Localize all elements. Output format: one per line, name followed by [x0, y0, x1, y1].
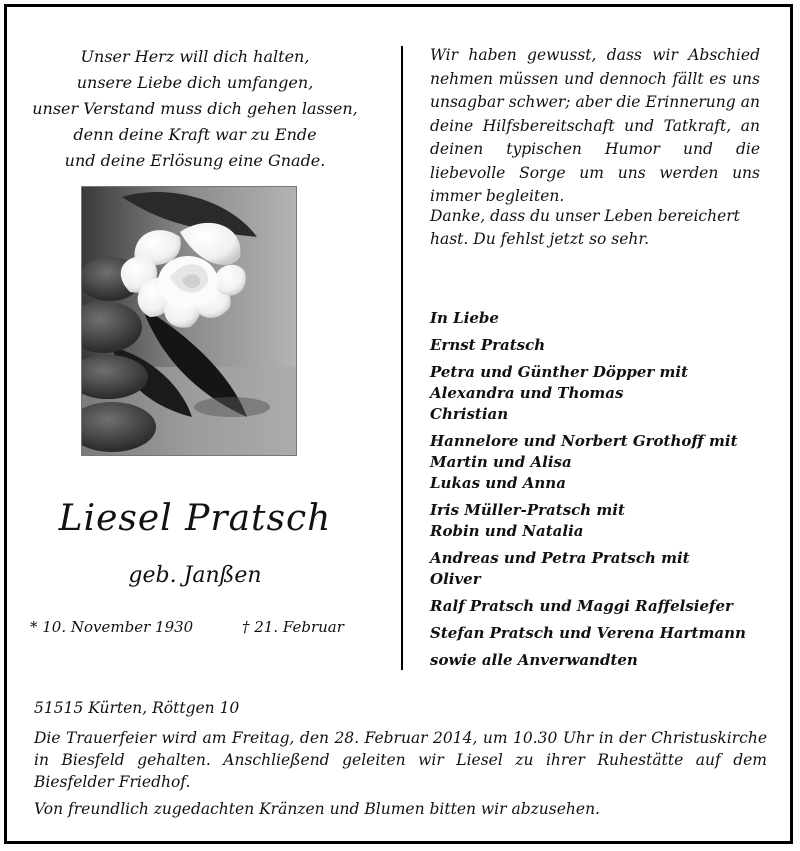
- birth-date: * 10. November 1930: [30, 618, 194, 636]
- service-info: Die Trauerfeier wird am Freitag, den 28. Februar 2014, um 10.30 Uhr in der Christuskirche in Biesfeld gehalten. Anschließend geleiten wir Liesel zu ihrer Ruhestätte auf dem Biesfelder Friedhof.: [34, 729, 767, 791]
- poem-line: unser Verstand muss dich gehen lassen,: [32, 99, 358, 118]
- mourner-group: [430, 362, 770, 425]
- address: 51515 Kürten, Röttgen 10: [34, 699, 240, 717]
- mourner-line: Christian: [430, 405, 509, 423]
- mourner-group: [430, 623, 770, 644]
- mourner-group: [430, 431, 770, 494]
- mourner-group: [430, 650, 770, 671]
- life-dates: [30, 618, 360, 636]
- mourner-line: Lukas und Anna: [430, 474, 566, 492]
- deceased-name: Liesel Pratsch: [58, 498, 332, 539]
- mourner-line: Robin und Natalia: [430, 522, 584, 540]
- mourner-group: [430, 548, 770, 590]
- mourner-group: [430, 335, 770, 356]
- mourner-group: [430, 596, 770, 617]
- poem-line: unsere Liebe dich umfangen,: [76, 73, 314, 92]
- mourner-line: Andreas und Petra Pratsch mit: [430, 549, 690, 567]
- poem-line: Unser Herz will dich halten,: [80, 47, 310, 66]
- poem-line: und deine Erlösung eine Gnade.: [64, 151, 326, 170]
- mourner-group: [430, 500, 770, 542]
- mourner-line: Hannelore und Norbert Grothoff mit: [430, 432, 738, 450]
- mourner-line: Ralf Pratsch und Maggi Raffelsiefer: [430, 597, 733, 615]
- mourner-line: Alexandra und Thomas: [430, 384, 624, 402]
- mourner-line: Stefan Pratsch und Verena Hartmann: [430, 624, 746, 642]
- thanks-paragraph: Danke, dass du unser Leben bereichert hast. Du fehlst jetzt so sehr.: [430, 207, 740, 248]
- column-divider: [401, 46, 403, 670]
- mourner-line: Iris Müller-Pratsch mit: [430, 501, 625, 519]
- mourner-line: sowie alle Anverwandten: [430, 651, 638, 669]
- mourner-line: Martin und Alisa: [430, 453, 572, 471]
- gardenia-photo: [81, 186, 297, 456]
- tribute-paragraph: Wir haben gewusst, dass wir Abschied nehmen müssen und dennoch fällt es uns unsagbar schwer; aber die Erinnerung an deine Hilfsbereitschaft und Tatkraft, an deinen typischen Humor und die liebevolle Sorge um uns werden uns immer begleiten.: [430, 46, 760, 205]
- mourner-line: Ernst Pratsch: [430, 336, 546, 354]
- mourners-intro: In Liebe: [430, 309, 499, 327]
- poem-line: denn deine Kraft war zu Ende: [73, 125, 317, 144]
- mourner-line: Oliver: [430, 570, 481, 588]
- birth-name: geb. Janßen: [128, 563, 262, 588]
- death-date: † 21. Februar: [242, 618, 344, 636]
- closing-note: Von freundlich zugedachten Kränzen und Blumen bitten wir abzusehen.: [34, 800, 600, 818]
- mourners-list: [430, 308, 770, 677]
- mourner-line: Petra und Günther Döpper mit: [430, 363, 688, 381]
- memorial-poem: [10, 44, 380, 174]
